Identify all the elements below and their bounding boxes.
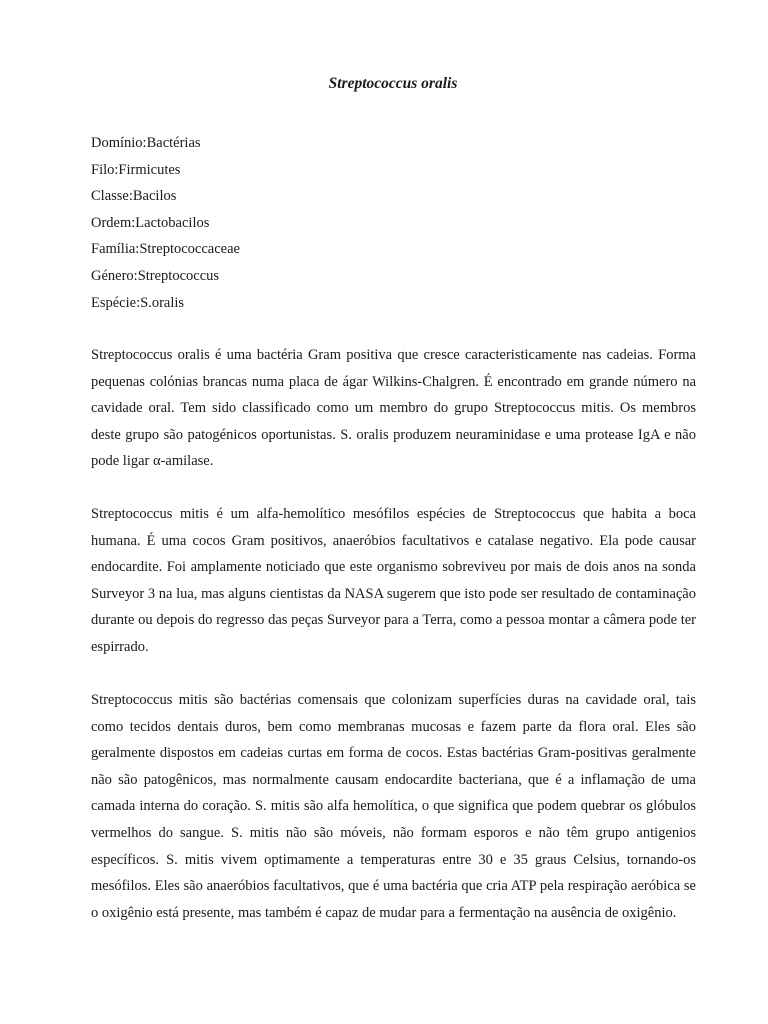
body-paragraph-1: Streptococcus oralis é uma bactéria Gram positiva que cresce caracteristicamente nas cadeias. Forma pequenas colónias brancas numa placa de ágar Wilkins-Chalgren. É encontrado em grande número na cavidade oral. Tem sido classificado como um membro do grupo Streptococcus mitis. Os membros deste grupo são patogénicos oportunistas. S. oralis produzem neuraminidase e uma protease IgA e não pode ligar α-amilase. — [91, 347, 696, 470]
taxonomy-value: S.oralis — [140, 294, 185, 311]
taxonomy-item-order — [91, 210, 240, 237]
taxonomy-label: Domínio: — [91, 135, 147, 151]
taxonomy-value: Streptococcaceae — [139, 241, 240, 258]
taxonomy-item-genus — [91, 263, 240, 290]
body-paragraph-3: Streptococcus mitis são bactérias comensais que colonizam superfícies duras na cavidade oral, tais como tecidos dentais duros, bem como membranas mucosas e fazem parte da flora oral. Eles são geralmente dispostos em cadeias curtas em forma de cocos. Estas bactérias Gram-positivas geralmente não são patogênicos, mas normalmente causam endocardite bacteriana, que é a inflamação de uma camada interna do coração. S. mitis são alfa hemolítica, o que significa que podem quebrar os glóbulos vermelhos do sangue. S. mitis não são móveis, não formam esporos e não têm grupo antigenios específicos. S. mitis vivem optimamente a temperaturas entre 30 e 35 graus Celsius, tornando-os mesófilos. Eles são anaeróbios facultativos, que é uma bactéria que cria ATP pela respiração aeróbica se o oxigênio está presente, mas também é capaz de mudar para a fermentação na ausência de oxigênio. — [91, 692, 696, 921]
taxonomy-value: Bactérias — [146, 135, 201, 151]
taxonomy-value: Streptococcus — [137, 267, 220, 284]
taxonomy-value: Lactobacilos — [135, 214, 210, 231]
taxonomy-item-domain — [91, 130, 240, 157]
document-title: Streptococcus oralis — [328, 75, 458, 92]
taxonomy-label: Família: — [91, 241, 140, 258]
taxonomy-label: Ordem: — [91, 214, 136, 231]
taxonomy-list — [91, 130, 240, 316]
body-paragraph-2: Streptococcus mitis é um alfa-hemolítico mesófilos espécies de Streptococcus que habita a boca humana. É uma cocos Gram positivos, anaeróbios facultativos e catalase negativo. Ela pode causar endocardite. Foi amplamente noticiado que este organismo sobreviveu por mais de dois anos na sonda Surveyor 3 na lua, mas alguns cientistas da NASA sugerem que isto pode ser resultado de contaminação durante ou depois do regresso das peças Surveyor para a Terra, como a pessoa montar a câmera pode ter espirrado. — [91, 506, 696, 655]
taxonomy-label: Género: — [91, 267, 138, 284]
taxonomy-label: Classe: — [91, 188, 133, 205]
taxonomy-item-phylum — [91, 157, 240, 184]
taxonomy-value: Bacilos — [132, 188, 177, 205]
taxonomy-label: Espécie: — [91, 294, 141, 311]
taxonomy-label: Filo: — [91, 161, 119, 178]
taxonomy-value: Firmicutes — [118, 161, 181, 178]
taxonomy-item-class — [91, 183, 240, 210]
taxonomy-item-family — [91, 236, 240, 263]
taxonomy-item-species — [91, 290, 240, 317]
